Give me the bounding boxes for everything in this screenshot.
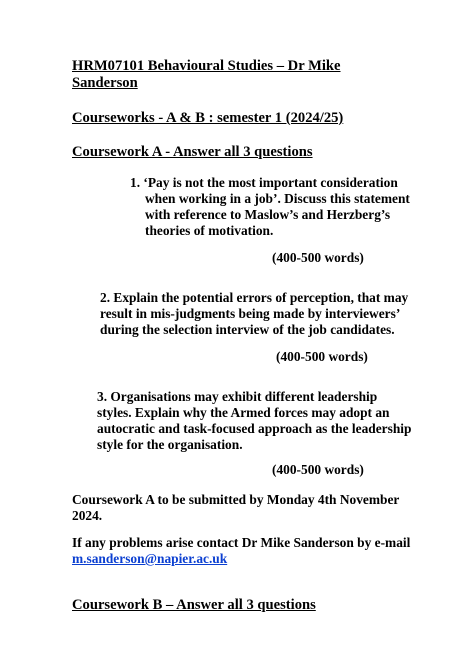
q1-line-3: with reference to Maslow’s and Herzberg’s [145,207,391,222]
submission-line-1: Coursework A to be submitted by Monday 4th November [72,492,400,507]
coursework-header: Courseworks - A & B : semester 1 (2024/25) [72,110,344,126]
q1-line-4: theories of motivation. [145,223,274,238]
q2-line-2: result in mis-judgments being made by interviewers’ [100,306,401,321]
doc-title-line2: Sanderson [72,75,138,91]
coursework-b-header: Coursework B – Answer all 3 questions [72,597,316,613]
doc-title-line1: HRM07101 Behavioural Studies – Dr Mike [72,58,341,74]
q1-line-1: 1. ‘Pay is not the most important consideration [130,175,398,190]
q1-line-2: when working in a job’. Discuss this statement [145,191,410,206]
q3-line-4: style for the organisation. [97,437,243,452]
q3-line-1: 3. Organisations may exhibit different leadership [97,389,378,404]
q1-word-count: (400-500 words) [272,250,364,265]
q3-line-2: styles. Explain why the Armed forces may adopt an [97,405,390,420]
q3-word-count: (400-500 words) [272,462,364,477]
contact-line: If any problems arise contact Dr Mike Sanderson by e-mail [72,535,411,550]
q3-line-3: autocratic and task-focused approach as the leadership [97,421,412,436]
q2-line-1: 2. Explain the potential errors of perception, that may [100,290,409,305]
coursework-a-header: Coursework A - Answer all 3 questions [72,144,313,160]
q2-line-3: during the selection interview of the job candidates. [100,322,395,337]
submission-line-2: 2024. [72,508,103,523]
q2-word-count: (400-500 words) [276,349,368,364]
contact-email-link[interactable]: m.sanderson@napier.ac.uk [72,551,228,566]
